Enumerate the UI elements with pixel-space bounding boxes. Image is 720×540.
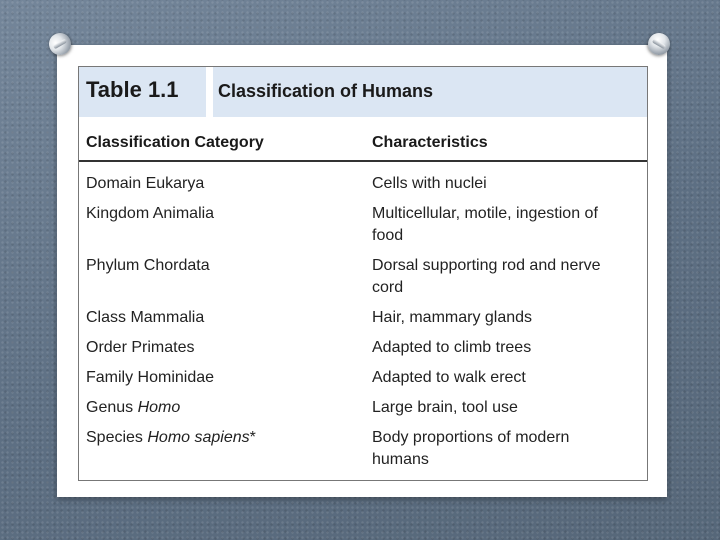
table-title: Classification of Humans xyxy=(218,81,434,101)
classification-cell: Phylum Chordata xyxy=(86,257,210,274)
characteristics-cell: Dorsal supporting rod and nerve cord xyxy=(372,257,601,296)
table-number: Table 1.1 xyxy=(86,77,179,102)
characteristics-cell: Cells with nuclei xyxy=(372,175,487,192)
classification-table xyxy=(78,66,648,481)
characteristics-cell: Hair, mammary glands xyxy=(372,309,533,326)
header-classification-category: Classification Category xyxy=(86,134,264,151)
classification-cell: Kingdom Animalia xyxy=(86,205,215,222)
title-divider xyxy=(206,67,213,117)
table-title-bar xyxy=(79,67,647,117)
classification-cell: Family Hominidae xyxy=(86,369,215,386)
characteristics-cell: Multicellular, motile, ingestion of food xyxy=(372,205,598,244)
classification-cell: Species Homo sapiens* xyxy=(86,429,256,446)
header-characteristics: Characteristics xyxy=(372,134,488,151)
characteristics-cell: Adapted to climb trees xyxy=(372,339,532,356)
classification-cell: Genus Homo xyxy=(86,399,181,416)
classification-cell: Domain Eukarya xyxy=(86,175,205,192)
table-header-row xyxy=(79,117,647,162)
characteristics-cell: Large brain, tool use xyxy=(372,399,518,416)
classification-cell: Class Mammalia xyxy=(86,309,205,326)
characteristics-cell: Body proportions of modern humans xyxy=(372,429,570,468)
characteristics-cell: Adapted to walk erect xyxy=(372,369,526,386)
classification-cell: Order Primates xyxy=(86,339,195,356)
